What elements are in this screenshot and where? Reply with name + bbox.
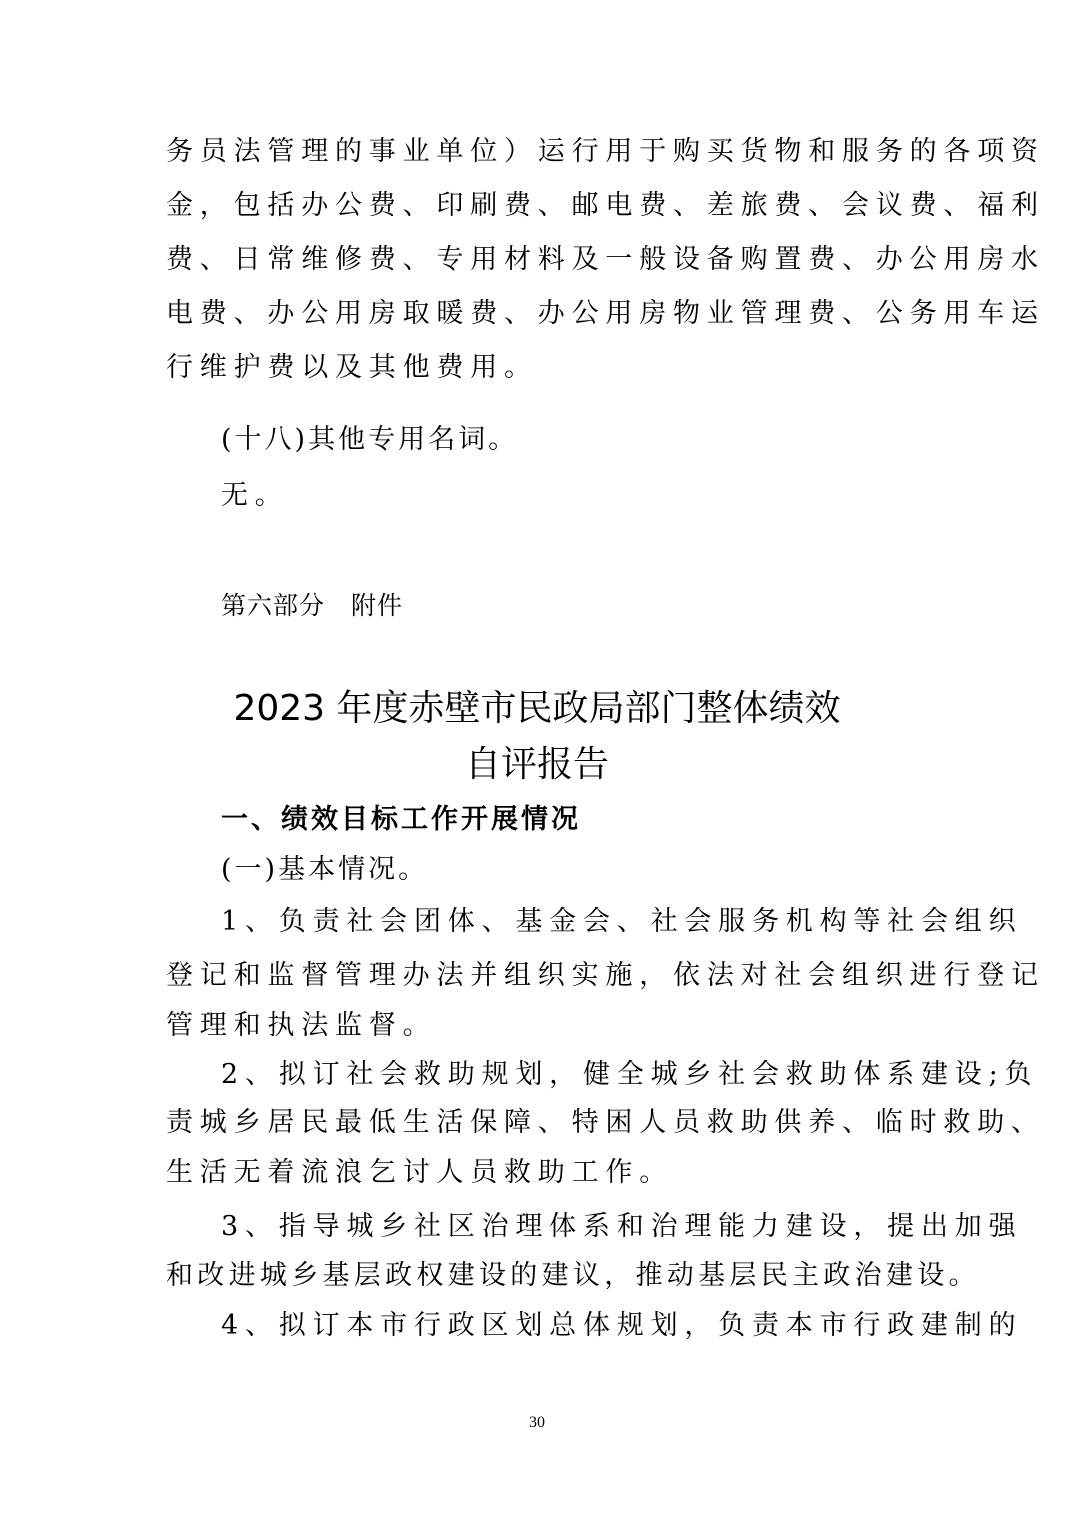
section-heading: 第六部分 附件 — [221, 591, 404, 620]
paragraph-line: 登记和监督管理办法并组织实施，依法对社会组织进行登记 — [166, 960, 1045, 991]
paragraph-line: 费、日常维修费、专用材料及一般设备购置费、办公用房水 — [166, 244, 1045, 275]
report-title-line1: 2023 年度赤壁市民政局部门整体绩效 — [233, 688, 841, 729]
paragraph-line: 行维护费以及其他费用。 — [166, 352, 538, 383]
paragraph-line: 生活无着流浪乞讨人员救助工作。 — [166, 1157, 673, 1188]
paragraph-line: 金，包括办公费、印刷费、邮电费、差旅费、会议费、福利 — [166, 190, 1045, 221]
paragraph-line: 4、拟订本市行政区划总体规划，负责本市行政建制的 — [221, 1310, 1023, 1341]
item-heading: (十八)其他专用名词。 — [221, 424, 519, 455]
paragraph-line: 3、指导城乡社区治理体系和治理能力建设，提出加强 — [221, 1211, 1023, 1242]
paragraph-line: 责城乡居民最低生活保障、特困人员救助供养、临时救助、 — [166, 1107, 1045, 1138]
paragraph-line: 1、负责社会团体、基金会、社会服务机构等社会组织 — [221, 906, 1023, 937]
page-number: 30 — [529, 1414, 545, 1431]
report-subheading: (一)基本情况。 — [221, 854, 429, 885]
report-title-line2: 自评报告 — [464, 744, 609, 785]
paragraph-line: 和改进城乡基层政权建设的建议，推动基层民主政治建设。 — [166, 1260, 980, 1291]
paragraph-line: 电费、办公用房取暖费、办公用房物业管理费、公务用车运 — [166, 298, 1045, 329]
paragraph-line: 2、拟订社会救助规划，健全城乡社会救助体系建设;负 — [221, 1059, 1039, 1090]
item-body: 无。 — [221, 480, 289, 511]
paragraph-line: 务员法管理的事业单位）运行用于购买货物和服务的各项资 — [166, 136, 1045, 167]
paragraph-line: 管理和执法监督。 — [166, 1010, 437, 1041]
report-heading: 一、绩效目标工作开展情况 — [221, 804, 581, 835]
